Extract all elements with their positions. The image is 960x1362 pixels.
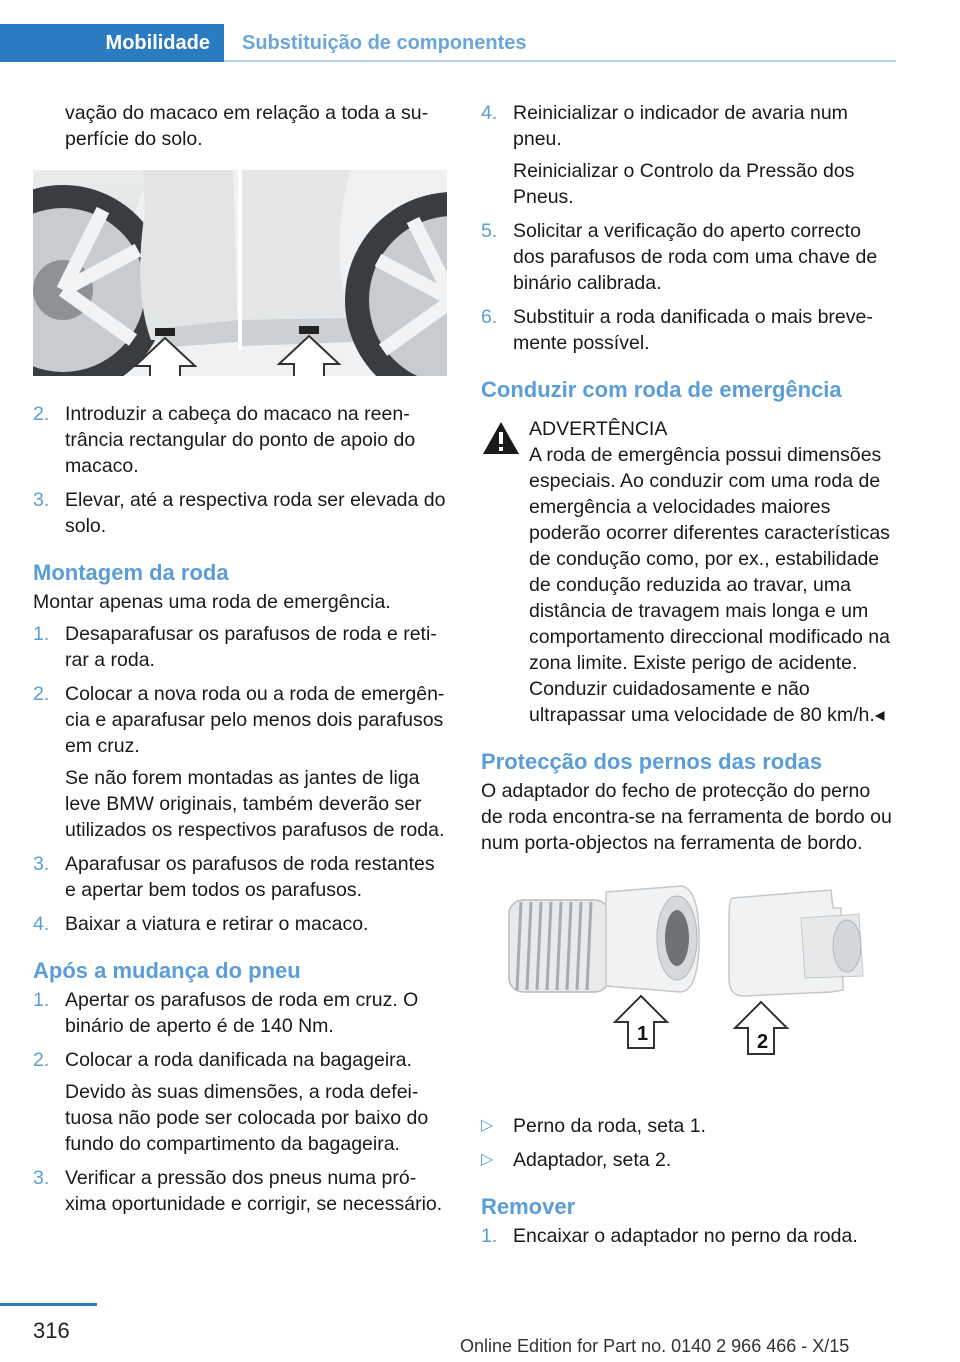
section-heading-conduzir: Conduzir com roda de emergência [481,377,842,402]
step-number: 5. [481,220,498,242]
step-number: 3. [33,489,50,511]
list-item [481,304,897,356]
step-number: 6. [481,306,498,328]
step-text: Apertar os parafusos de roda em cruz. O binário de aperto é de 140 Nm. [65,989,419,1037]
wheel-lock-illustration [481,878,895,1088]
step-number: 1. [481,1225,498,1247]
step-text: Encaixar o adaptador no perno da roda. [513,1225,858,1247]
step-text: Substituir a roda danificada o mais brevemente possível. [513,306,873,354]
step-text: Solicitar a verificação do aperto correcto dos parafusos de roda com uma chave de binário calibrada. [513,220,878,294]
right-column [481,100,897,1257]
step-number: 4. [33,913,50,935]
step-subtext: Reinicializar o Controlo da Pressão dos Pneus. [513,160,855,208]
steps-b-list [481,100,897,356]
arrow-label-1: 1 [637,1023,649,1045]
list-item [33,401,449,479]
step-number: 4. [481,102,498,124]
warning-body: A roda de emergência possui dimensões especiais. Ao conduzir com uma roda de emergência a velocidades maiores poderão ocorrer diferentes características de condução como, por ex., estabilidade de condução reduzida ao travar, uma distância de travagem mais longa e um comportamento direccional modificado na zona limite. Existe perigo de acidente. Conduzir cuidadosamente e não ultrapassar uma velocidade de 80 km/h.◂ [529,444,890,726]
section-heading-apos: Após a mudança do pneu [33,958,301,983]
triangle-bullet-icon: ▷ [481,1117,494,1134]
bullet-text: Adaptador, seta 2. [513,1149,672,1171]
proteccao-intro: O adaptador do fecho de protecção do perno de roda encontra-se na ferramenta de bordo ou num porta-objectos na ferramenta de bordo. [481,780,892,854]
section-heading-proteccao: Protecção dos pernos das rodas [481,749,823,774]
step-number: 2. [33,1049,50,1071]
proteccao-bullets [481,1113,897,1173]
montagem-intro: Montar apenas uma roda de emergência. [33,591,391,613]
list-item [33,1165,449,1217]
section-heading-montagem: Montagem da roda [33,560,229,585]
step-text: Introduzir a cabeça do macaco na reentrância rectangular do ponto de apoio do macaco. [65,403,416,477]
remover-steps-list [481,1223,897,1249]
step-subtext: Devido às suas dimensões, a roda defeituosa não pode ser colocada por baixo do fundo do compartimento da bagageira. [65,1081,429,1155]
list-item [481,218,897,296]
step-number: 2. [33,683,50,705]
warning-title: ADVERTÊNCIA [529,418,668,440]
list-item [33,987,449,1039]
list-item [33,681,449,843]
list-item [481,100,897,210]
step-text: Verificar a pressão dos pneus numa próxima oportunidade e corrigir, se necessário. [65,1167,443,1215]
warning-triangle-icon [481,420,521,463]
left-column [33,100,449,1225]
montagem-steps-list [33,621,449,937]
triangle-bullet-icon: ▷ [481,1151,494,1168]
list-item [33,851,449,903]
list-item [33,487,449,539]
list-item [33,621,449,673]
list-item [481,1147,897,1173]
warning-block [481,416,897,728]
steps-a-list [33,401,449,539]
step-subtext: Se não forem montadas as jantes de liga leve BMW originais, também deverão ser utilizados os respectivos parafusos de roda. [65,767,445,841]
section-tab[interactable]: Substituição de componentes [224,24,896,62]
section-heading-remover: Remover [481,1194,576,1219]
list-item [33,911,449,937]
arrow-label-2: 2 [757,1031,769,1053]
list-item [33,1047,449,1157]
step-text: Elevar, até a respectiva roda ser elevada do solo. [65,489,446,537]
chapter-tab[interactable]: Mobilidade [0,24,224,62]
step-number: 3. [33,1167,50,1189]
footer-rule [0,1303,97,1306]
step-number: 2. [33,403,50,425]
step-text: Aparafusar os parafusos de roda restantes e apertar bem todos os parafusos. [65,853,435,901]
page-header [0,24,896,62]
step-number: 3. [33,853,50,875]
list-item [481,1223,897,1249]
step-text: Baixar a viatura e retirar o macaco. [65,913,369,935]
intro-paragraph: vação do macaco em relação a toda a superfície do solo. [65,102,429,150]
bullet-text: Perno da roda, seta 1. [513,1115,706,1137]
step-number: 1. [33,623,50,645]
page-number: 316 [33,1318,70,1343]
edition-text: Online Edition for Part no. 0140 2 966 466 - X/15 [460,1336,850,1356]
wheel-lock-figure [481,878,895,1095]
step-text: Desaparafusar os parafusos de roda e retirar a roda. [65,623,437,671]
jack-points-illustration [33,170,447,376]
step-text: Reinicializar o indicador de avaria num pneu. [513,102,848,150]
apos-steps-list [33,987,449,1217]
step-text: Colocar a nova roda ou a roda de emergência e aparafusar pelo menos dois parafusos em cruz. [65,683,445,757]
step-number: 1. [33,989,50,1011]
step-text: Colocar a roda danificada na bagageira. [65,1049,412,1071]
jack-points-figure [33,170,447,383]
list-item [481,1113,897,1139]
